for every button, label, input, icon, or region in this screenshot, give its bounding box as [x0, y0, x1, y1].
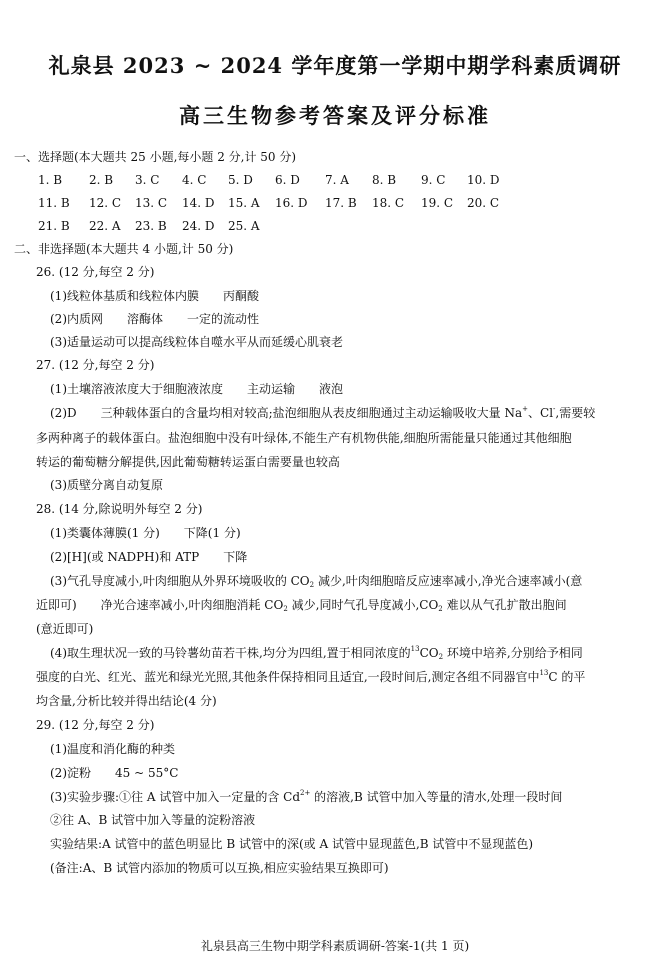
mc-answer: 11. B — [38, 196, 70, 210]
mc-answer: 13. C — [135, 196, 168, 210]
mc-answer: 23. B — [135, 219, 167, 233]
page-footer: 礼泉县高三生物中期学科素质调研-答案-1(共 1 页) — [200, 939, 470, 953]
q27-answer-1: (1)土壤溶液浓度大于细胞液浓度 主动运输 液泡 — [50, 382, 344, 396]
q28-answer-3-line-1: (3)气孔导度减小,叶肉细胞从外界环境吸收的 $CO_2$ 减少,叶肉细胞暗反应速率减小,净光合速率减小(意 — [50, 574, 583, 589]
q29-answer-1: (1)温度和消化酶的种类 — [50, 742, 175, 756]
mc-answer: 6. D — [275, 173, 300, 187]
q28-answer-4-line-3: 均含量,分析比较并得出结论(4 分) — [36, 694, 217, 708]
question-26-header: 26. (12 分,每空 2 分) — [36, 265, 155, 279]
mc-answer: 3. C — [135, 173, 160, 187]
mc-answer: 20. C — [467, 196, 500, 210]
q26-answer-1: (1)线粒体基质和线粒体内膜 丙酮酸 — [50, 289, 259, 303]
q28-answer-3-line-3: (意近即可) — [36, 622, 94, 636]
mc-answer: 21. B — [38, 219, 70, 233]
q27-answer-3: (3)质壁分离自动复原 — [50, 478, 163, 492]
mc-answer: 15. A — [228, 196, 260, 210]
mc-answer: 14. D — [182, 196, 215, 210]
mc-answer: 4. C — [182, 173, 207, 187]
q28-answer-3-line-2: 近即可) 净光合速率减小,叶肉细胞消耗 $CO_2$ 减少,同时气孔导度减小$,CO_2$ 难以从气孔扩散出胞间 — [36, 598, 567, 613]
q27-answer-2-line-1: (2)D 三种载体蛋白的含量均相对较高;盐泡细胞从表皮细胞通过主动运输吸收大量 Na+、Cl-,需要较 — [50, 405, 596, 420]
mc-answer: 25. A — [228, 219, 260, 233]
question-29-header: 29. (12 分,每空 2 分) — [36, 718, 155, 732]
q28-answer-1: (1)类囊体薄膜(1 分) 下降(1 分) — [50, 526, 241, 540]
mc-answer: 9. C — [421, 173, 446, 187]
q29-note: (备注:A、B 试管内添加的物质可以互换,相应实验结果互换即可) — [50, 861, 389, 875]
mc-answer: 7. A — [325, 173, 349, 187]
q27-answer-2-line-3: 转运的葡萄糖分解提供,因此葡萄糖转运蛋白需要量也较高 — [36, 455, 340, 469]
q26-answer-2: (2)内质网 溶酶体 一定的流动性 — [50, 312, 259, 326]
q28-answer-2: (2)[H](或 NADPH)和 ATP 下降 — [50, 550, 248, 564]
q29-answer-2: (2)淀粉 45 ~ 55°C — [50, 766, 179, 780]
q28-answer-4-line-2: 强度的白光、红光、蓝光和绿光光照,其他条件保持相同且适宜,一段时间后,测定各组不同器官中$^{13}$C 的平 — [36, 669, 586, 684]
section-heading-nonchoice: 二、非选择题(本大题共 4 小题,计 50 分) — [14, 242, 234, 256]
mc-answer: 12. C — [89, 196, 122, 210]
mc-answer: 24. D — [182, 219, 215, 233]
mc-answer: 8. B — [372, 173, 397, 187]
mc-answer: 1. B — [38, 173, 63, 187]
q29-result: 实验结果:A 试管中的蓝色明显比 B 试管中的深(或 A 试管中显现蓝色,B 试管中不显现蓝色) — [50, 837, 534, 851]
mc-answer: 18. C — [372, 196, 405, 210]
question-28-header: 28. (14 分,除说明外每空 2 分) — [36, 502, 203, 516]
section-heading-choice: 一、选择题(本大题共 25 小题,每小题 2 分,计 50 分) — [14, 150, 297, 164]
mc-answer: 10. D — [467, 173, 500, 187]
q26-answer-3: (3)适量运动可以提高线粒体自噬水平从而延缓心肌衰老 — [50, 335, 344, 349]
mc-answer: 2. B — [89, 173, 114, 187]
mc-answer: 17. B — [325, 196, 357, 210]
q29-answer-3-line-2: ②往 A、B 试管中加入等量的淀粉溶液 — [50, 813, 256, 827]
mc-answer: 19. C — [421, 196, 454, 210]
mc-answer: 22. A — [89, 219, 121, 233]
document-title: 礼泉县 2023 ~ 2024 学年度第一学期中期学科素质调研 — [48, 53, 622, 78]
document-subtitle: 高三生物参考答案及评分标准 — [179, 103, 491, 128]
question-27-header: 27. (12 分,每空 2 分) — [36, 358, 155, 372]
mc-answer: 16. D — [275, 196, 308, 210]
q28-answer-4-line-1: (4)取生理状况一致的马铃薯幼苗若干株,均分为四组,置于相同浓度的$^{13}CO_2$ 环境中培养,分别给予相同 — [50, 645, 583, 661]
q29-answer-3-line-1: (3)实验步骤:①往 A 试管中加入一定量的含 $Cd^{2+}$ 的溶液,B 试管中加入等量的清水,处理一段时间 — [50, 789, 563, 804]
q27-answer-2-line-2: 多两种离子的载体蛋白。盐泡细胞中没有叶绿体,不能生产有机物供能,细胞所需能量只能通过其他细胞 — [36, 431, 572, 445]
mc-answer: 5. D — [228, 173, 253, 187]
